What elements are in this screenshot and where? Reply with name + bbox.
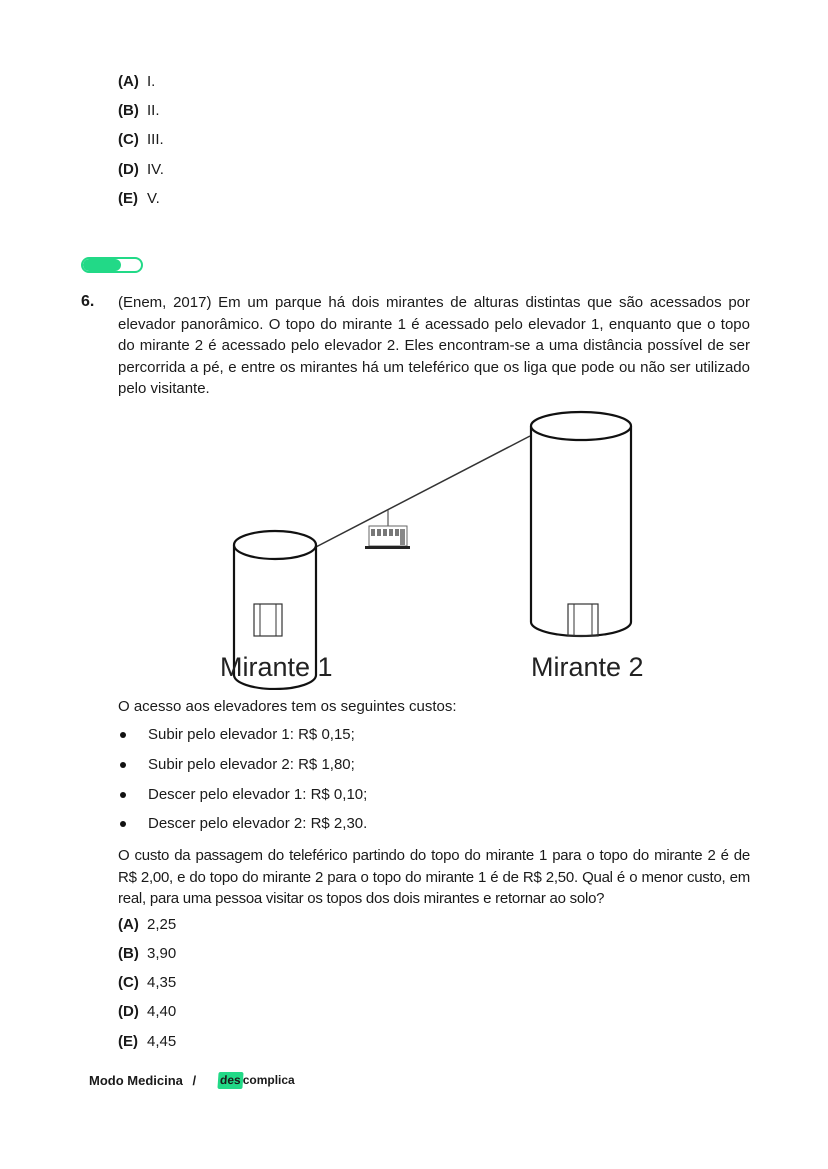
answer-option-a[interactable] (118, 916, 176, 934)
option-text: 4,35 (147, 974, 177, 991)
previous-option-e (118, 190, 160, 208)
cable-car-icon (365, 510, 410, 549)
bullet-icon (120, 792, 126, 798)
option-text: IV. (147, 161, 164, 178)
descomplica-logo (218, 1072, 295, 1089)
cost-text: Subir pelo elevador 1: R$ 0,15; (148, 726, 355, 743)
option-letter: (D) (118, 1003, 139, 1020)
option-text: I. (147, 73, 156, 90)
option-letter: (C) (118, 131, 139, 148)
option-letter: (B) (118, 945, 139, 962)
footer-separator: / (192, 1073, 197, 1088)
option-letter: (C) (118, 974, 139, 991)
mirantes-figure (210, 400, 660, 690)
previous-option-b (118, 102, 160, 120)
answer-option-d[interactable] (118, 1003, 176, 1021)
costs-intro: O acesso aos elevadores tem os seguintes custos: (118, 698, 457, 715)
section-pill-divider (81, 257, 143, 273)
option-text: III. (147, 131, 164, 148)
mirante-2-tower (531, 412, 631, 636)
option-letter: (E) (118, 190, 138, 207)
previous-option-a (118, 73, 155, 91)
option-letter: (D) (118, 161, 139, 178)
option-text: V. (147, 190, 160, 207)
footer-section: Modo Medicina (89, 1073, 183, 1088)
bullet-icon (120, 762, 126, 768)
option-letter: (A) (118, 73, 139, 90)
question-statement: (Enem, 2017) Em um parque há dois mirantes de alturas distintas que são acessados por elevador panorâmico. O topo do mirante 1 é acessado pelo elevador 1, enquanto que o topo do mirante 2 é acessado pelo elevador 2. Eles encontram-se a uma distância possível de ser percorrida a pé, e entre os mirantes há um teleférico que os liga que pode ou não ser utilizado pelo visitante. (118, 294, 750, 397)
logo-prefix: des (217, 1072, 243, 1089)
mirante-2-label: Mirante 2 (531, 652, 644, 682)
mirante-1-label: Mirante 1 (220, 652, 333, 682)
cost-text: Descer pelo elevador 2: R$ 2,30. (148, 815, 368, 832)
logo-suffix: complica (242, 1073, 295, 1087)
bullet-icon (120, 732, 126, 738)
question-number: 6. (81, 293, 95, 310)
option-text: II. (147, 102, 160, 119)
cost-text: Descer pelo elevador 1: R$ 0,10; (148, 786, 368, 803)
answer-option-c[interactable] (118, 974, 176, 992)
previous-option-c (118, 131, 164, 149)
option-text: 4,40 (147, 1003, 177, 1020)
option-text: 4,45 (147, 1033, 177, 1050)
answer-option-e[interactable] (118, 1033, 176, 1051)
option-text: 2,25 (147, 916, 177, 933)
footer-section-label (89, 1073, 196, 1088)
cost-text: Subir pelo elevador 2: R$ 1,80; (148, 756, 355, 773)
answer-option-b[interactable] (118, 945, 176, 963)
question-prompt: O custo da passagem do teleférico partindo do topo do mirante 1 para o topo do mirante 2 é de R$ 2,00, e do topo do mirante 2 para o topo do mirante 1 é de R$ 2,50. Qual é o menor custo, em real, para uma pessoa visitar os topos dos dois mirantes e retornar ao solo? (118, 847, 750, 907)
bullet-icon (120, 821, 126, 827)
pill-fill (83, 259, 121, 271)
option-letter: (B) (118, 102, 139, 119)
option-letter: (E) (118, 1033, 138, 1050)
option-letter: (A) (118, 916, 139, 933)
cable-line (314, 436, 530, 548)
option-text: 3,90 (147, 945, 177, 962)
previous-option-d (118, 161, 164, 179)
